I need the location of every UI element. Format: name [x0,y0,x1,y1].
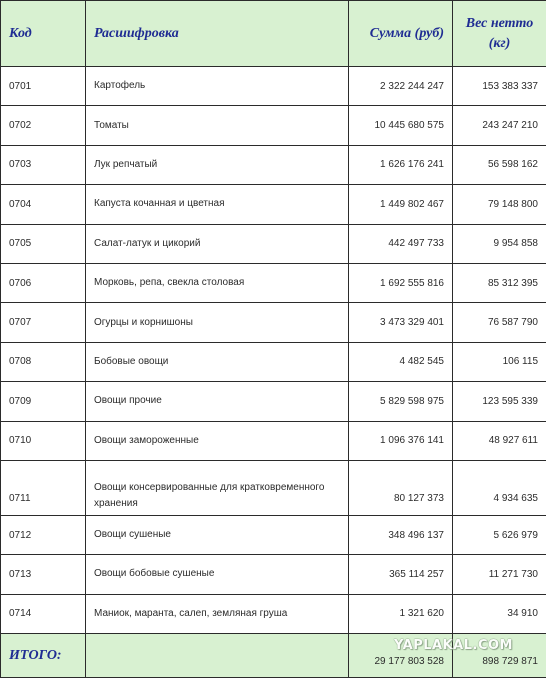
row-code: 0711 [1,460,86,515]
table-header-row [1,1,546,67]
row-code: 0712 [1,515,86,554]
row-weight: 123 595 339 [453,382,546,421]
table-row [1,594,546,633]
row-weight: 9 954 858 [453,224,546,263]
row-sum: 442 497 733 [349,224,453,263]
row-code: 0704 [1,185,86,224]
table-row [1,382,546,421]
row-code: 0701 [1,67,86,106]
total-empty-cell [86,634,349,678]
header-name: Расшифровка [86,1,349,67]
row-weight: 153 383 337 [453,67,546,106]
row-code: 0714 [1,594,86,633]
row-name: Овощи замороженные [86,421,349,460]
row-name: Томаты [86,106,349,145]
table-row [1,421,546,460]
table-row [1,303,546,342]
row-weight: 85 312 395 [453,263,546,302]
table-row [1,263,546,302]
row-name: Огурцы и корнишоны [86,303,349,342]
row-sum: 80 127 373 [349,460,453,515]
row-weight: 34 910 [453,594,546,633]
row-name: Овощи бобовые сушеные [86,555,349,594]
table-row [1,67,546,106]
header-code: Код [1,1,86,67]
total-weight: 898 729 871 [453,634,546,678]
row-sum: 1 626 176 241 [349,145,453,184]
header-weight-line1: Вес нетто [466,16,533,31]
row-name: Лук репчатый [86,145,349,184]
table-row [1,555,546,594]
row-sum: 1 096 376 141 [349,421,453,460]
row-weight: 48 927 611 [453,421,546,460]
row-code: 0703 [1,145,86,184]
row-code: 0708 [1,342,86,381]
row-sum: 1 692 555 816 [349,263,453,302]
row-name: Маниок, маранта, салеп, земляная груша [86,594,349,633]
header-sum: Сумма (руб) [349,1,453,67]
row-code: 0709 [1,382,86,421]
table-row [1,515,546,554]
total-label: ИТОГО: [1,634,86,678]
row-name: Овощи консервированные для кратковременного хранения [86,460,349,515]
table-row [1,106,546,145]
row-code: 0705 [1,224,86,263]
row-code: 0710 [1,421,86,460]
row-code: 0707 [1,303,86,342]
row-name: Бобовые овощи [86,342,349,381]
row-weight: 5 626 979 [453,515,546,554]
row-sum: 348 496 137 [349,515,453,554]
row-sum: 4 482 545 [349,342,453,381]
row-name: Овощи прочие [86,382,349,421]
row-code: 0713 [1,555,86,594]
row-sum: 2 322 244 247 [349,67,453,106]
row-name: Салат-латук и цикорий [86,224,349,263]
table-row [1,145,546,184]
row-sum: 5 829 598 975 [349,382,453,421]
table-row [1,224,546,263]
row-sum: 1 321 620 [349,594,453,633]
row-weight: 11 271 730 [453,555,546,594]
row-weight: 79 148 800 [453,185,546,224]
row-name: Картофель [86,67,349,106]
row-code: 0706 [1,263,86,302]
row-sum: 10 445 680 575 [349,106,453,145]
row-weight: 76 587 790 [453,303,546,342]
header-weight [453,1,546,67]
table-row [1,185,546,224]
row-weight: 4 934 635 [453,460,546,515]
row-sum: 365 114 257 [349,555,453,594]
row-name: Овощи сушеные [86,515,349,554]
row-weight: 56 598 162 [453,145,546,184]
row-sum: 1 449 802 467 [349,185,453,224]
row-code: 0702 [1,106,86,145]
row-name: Морковь, репа, свекла столовая [86,263,349,302]
row-name: Капуста кочанная и цветная [86,185,349,224]
row-weight: 106 115 [453,342,546,381]
table-row [1,460,546,515]
row-weight: 243 247 210 [453,106,546,145]
header-weight-line2: (кг) [489,36,511,51]
watermark-logo: YAPLAKAL.COM [394,638,513,653]
total-sum: 29 177 803 528 [349,634,453,678]
table-row [1,342,546,381]
row-sum: 3 473 329 401 [349,303,453,342]
